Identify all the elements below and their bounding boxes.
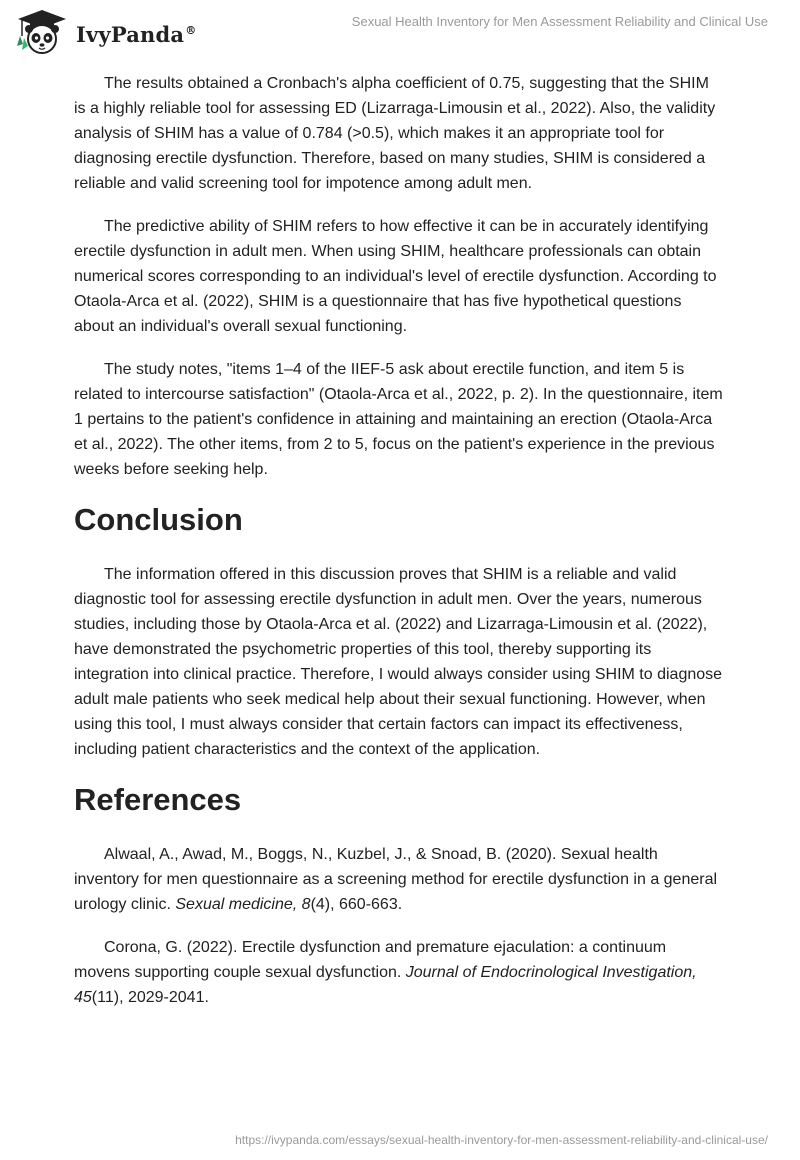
document-title: Sexual Health Inventory for Men Assessment Reliability and Clinical Use <box>351 14 768 29</box>
body-paragraph-2: The predictive ability of SHIM refers to how effective it can be in accurately identifying erectile dysfunction in adult men. When using SHIM, healthcare professionals can obtain numerical scores corresponding to an individual's level of erectile dysfunction. According to Otaola-Arca et al. (2022), SHIM is a questionnaire that has five hypothetical questions about an individual's overall sexual functioning. <box>74 218 717 335</box>
conclusion-paragraph: The information offered in this discussion proves that SHIM is a reliable and valid diagnostic tool for assessing erectile dysfunction in adult men. Over the years, numerous studies, including those by Otaola-Arca et al. (2022) and Lizarraga-Limousin et al. (2022), have demonstrated the psychometric properties of this tool, thereby supporting its integration into clinical practice. Therefore, I would always consider using SHIM to diagnose adult male patients who seek medical help about their sexual functioning. However, when using this tool, I must always consider that certain factors can impact its effectiveness, including patient characteristics and the context of the application. <box>74 566 723 758</box>
references-heading: References <box>74 782 242 817</box>
footer-url[interactable]: https://ivypanda.com/essays/sexual-health-inventory-for-men-assessment-reliability-and-clinical-use/ <box>235 1133 768 1147</box>
page-header <box>0 0 800 60</box>
panda-graduate-icon <box>14 8 70 58</box>
document-body <box>74 71 724 1028</box>
logo[interactable] <box>14 8 196 58</box>
reference-item-2: Corona, G. (2022). Erectile dysfunction and premature ejaculation: a continuum movens supporting couple sexual dysfunction. Journal of Endocrinological Investigation, 45(11), 2029-2041. <box>74 939 697 1006</box>
conclusion-heading: Conclusion <box>74 502 243 537</box>
brand-name: IvyPanda® <box>76 21 197 47</box>
reference-item-1: Alwaal, A., Awad, M., Boggs, N., Kuzbel, J., & Snoad, B. (2020). Sexual health inventory for men questionnaire as a screening method for erectile dysfunction in a general urology clinic. Sexual medicine, 8(4), 660-663. <box>74 846 718 913</box>
body-paragraph-3: The study notes, "items 1–4 of the IIEF-5 ask about erectile function, and item 5 is related to intercourse satisfaction" (Otaola-Arca et al., 2022, p. 2). In the questionnaire, item 1 pertains to the patient's confidence in attaining and maintaining an erection (Otaola-Arca et al., 2022). The other items, from 2 to 5, focus on the patient's experience in the previous weeks before seeking help. <box>74 361 723 478</box>
body-paragraph-1: The results obtained a Cronbach's alpha coefficient of 0.75, suggesting that the SHIM is a highly reliable tool for assessing ED (Lizarraga-Limousin et al., 2022). Also, the validity analysis of SHIM has a value of 0.784 (>0.5), which makes it an appropriate tool for diagnosing erectile dysfunction. Therefore, based on many studies, SHIM is considered a reliable and valid screening tool for impotence among adult men. <box>74 75 716 192</box>
